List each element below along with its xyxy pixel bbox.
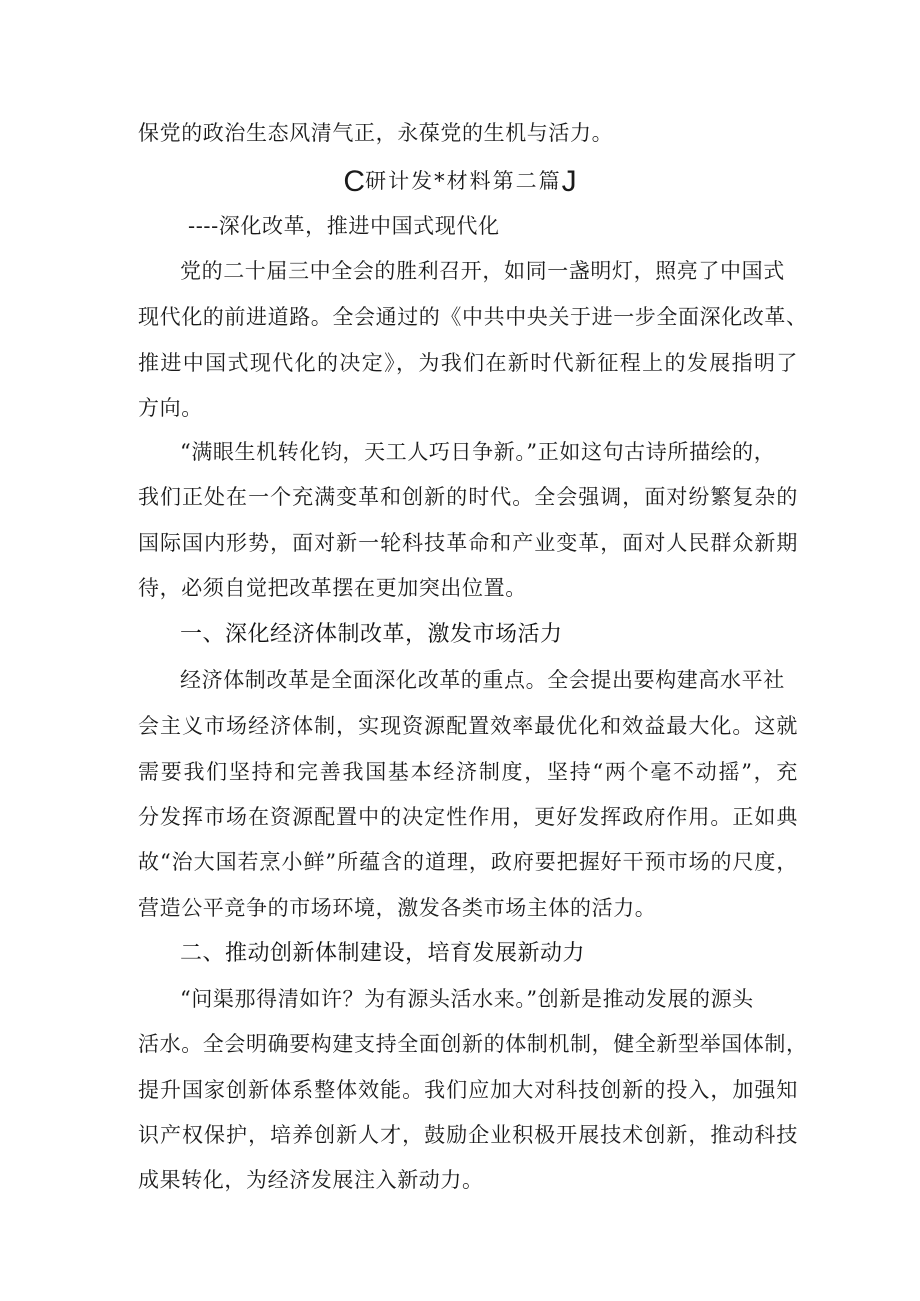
paragraph-4-line: 提升国家创新体系整体效能。我们应加大对科技创新的投入，加强知 <box>138 1078 798 1102</box>
paragraph-3-line: 故“治大国若烹小鲜”所蕴含的道理，政府要把握好干预市场的尺度， <box>138 850 798 874</box>
paragraph-4-line: 活水。全会明确要构建支持全面创新的体制机制，健全新型举国体制， <box>138 1032 808 1056</box>
title-right-mark: J <box>561 165 577 198</box>
paragraph-3-line: 需要我们坚持和完善我国基本经济制度，坚持“两个毫不动摇”，充 <box>138 760 798 784</box>
section-heading-1: 一、深化经济体制改革，激发市场活力 <box>180 622 563 647</box>
paragraph-2-line: 国际国内形势，面对新一轮科技革命和产业变革，面对人民群众新期 <box>138 531 798 555</box>
paragraph-4-line: 识产权保护，培养创新人才，鼓励企业积极开展技术创新，推动科技 <box>138 1123 798 1147</box>
paragraph-2-line: 待，必须自觉把改革摆在更加突出位置。 <box>138 576 527 600</box>
paragraph-3-line: 分发挥市场在资源配置中的决定性作用，更好发挥政府作用。正如典 <box>138 805 798 829</box>
paragraph-3-line: 经济体制改革是全面深化改革的重点。全会提出要构建高水平社 <box>180 668 785 692</box>
paragraph-4-line: “问渠那得清如许？为有源头活水来。”创新是推动发展的源头 <box>180 987 754 1011</box>
title-left-mark: C <box>343 165 366 198</box>
paragraph-2-line: 我们正处在一个充满变革和创新的时代。全会强调，面对纷繁复杂的 <box>138 485 798 509</box>
paragraph-1-line: 方向。 <box>138 396 203 420</box>
paragraph-1-line: 党的二十届三中全会的胜利召开，如同一盏明灯，照亮了中国式 <box>180 259 785 283</box>
paragraph-1-line: 现代化的前进道路。全会通过的《中共中央关于进一步全面深化改革、 <box>138 305 808 329</box>
paragraph-1-line: 推进中国式现代化的决定》，为我们在新时代新征程上的发展指明了 <box>138 351 798 375</box>
section-heading-2: 二、推动创新体制建设，培育发展新动力 <box>180 941 586 966</box>
title-text: 研计发*材料第二篇 <box>365 169 562 193</box>
paragraph-4-line: 成果转化，为经济发展注入新动力。 <box>138 1168 484 1192</box>
subtitle: ----深化改革，推进中国式现代化 <box>188 214 500 238</box>
paragraph-2-line: “满眼生机转化钧，天工人巧日争新。”正如这句古诗所描绘的， <box>180 440 776 464</box>
text-line: 保党的政治生态风清气正，永葆党的生机与活力。 <box>138 121 614 145</box>
paragraph-3-line: 营造公平竞争的市场环境，激发各类市场主体的活力。 <box>138 896 657 920</box>
section-title <box>0 166 920 197</box>
paragraph-3-line: 会主义市场经济体制，实现资源配置效率最优化和效益最大化。这就 <box>138 714 798 738</box>
